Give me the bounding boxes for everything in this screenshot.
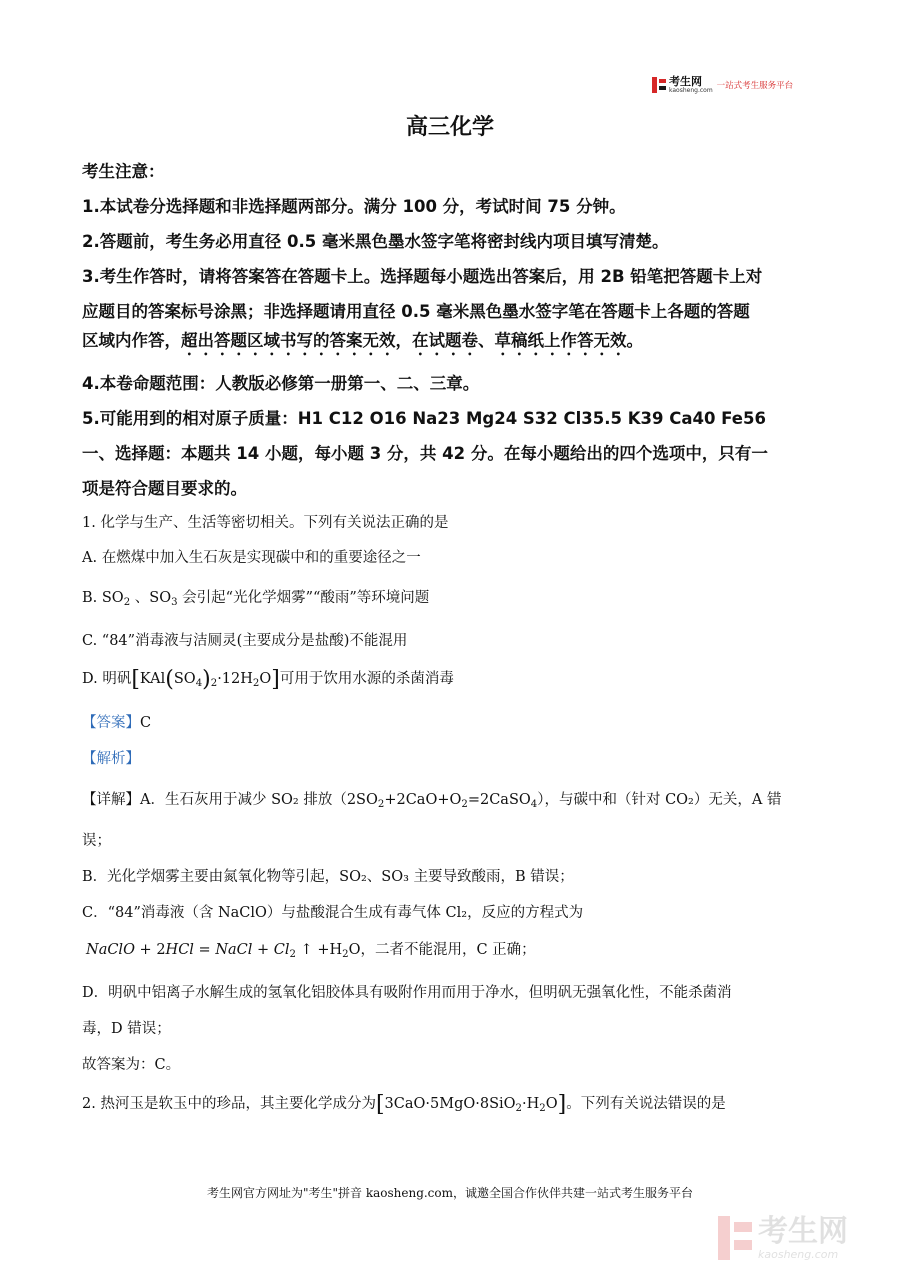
answer-line	[82, 711, 151, 732]
header-logo[interactable]	[652, 74, 812, 96]
notice-item-3-line-1: 3.考生作答时，请将答案答在答题卡上。选择题每小题选出答案后，用 2B 铅笔把答题卡上对	[82, 267, 763, 286]
option-label: D. 明矾	[82, 671, 132, 687]
detail-text: ），与碳中和（针对 CO₂）无关，A 错	[537, 792, 782, 808]
logo-domain: kaosheng.com	[669, 87, 713, 94]
notice-item-4: 4.本卷命题范围：人教版必修第一册第一、二、三章。	[82, 374, 480, 393]
conclusion: 故答案为：C。	[82, 1057, 181, 1073]
page-footer: 考生网官方网址为"考生"拼音 kaosheng.com，诚邀全国合作伙伴共建一站式考生服务平台	[206, 1186, 694, 1200]
watermark-logo	[718, 1210, 888, 1266]
question-1-option-a: A. 在燃煤中加入生石灰是实现碳中和的重要途径之一	[82, 550, 421, 566]
detail-b: B．光化学烟雾主要由氮氧化物等引起，SO₂、SO₃ 主要导致酸雨，B 错误；	[82, 869, 574, 885]
analysis-label: 【解析】	[82, 751, 140, 767]
question-text: 2. 热河玉是软玉中的珍品，其主要化学成分为	[82, 1096, 376, 1112]
notice-item-1: 1.本试卷分选择题和非选择题两部分。满分 100 分，考试时间 75 分钟。	[82, 197, 626, 216]
question-text: 。下列有关说法错误的是	[566, 1096, 726, 1112]
option-text: 会引起“光化学烟雾”“酸雨”等环境问题	[182, 590, 430, 606]
question-2-stem: 2. 热河玉是软玉中的珍品，其主要化学成分为$[3CaO\cdot 5MgO\cdot 8SiO_2\cdot H_2O]$。下列有关说法错误的是	[82, 1092, 726, 1117]
detail-a-line-2: 误；	[82, 833, 111, 849]
kaosheng-logo-icon	[652, 77, 666, 93]
question-1-stem: 1. 化学与生产、生活等密切相关。下列有关说法正确的是	[82, 515, 449, 531]
logo-name: 考生网	[669, 75, 702, 88]
question-1-option-c: C. “84”消毒液与洁厕灵(主要成分是盐酸)不能混用	[82, 633, 408, 649]
detail-text: 【详解】A．生石灰用于减少 SO₂ 排放（	[82, 792, 347, 808]
question-1-option-b: B. $SO_2$ 、$SO_3$ 会引起“光化学烟雾”“酸雨”等环境问题	[82, 590, 430, 608]
notice-item-3-line-3	[82, 327, 643, 359]
option-text: 可用于饮用水源的杀菌消毒	[279, 671, 454, 687]
notice-text: 区域内作答，	[82, 331, 181, 350]
page-title: 高三化学	[405, 115, 494, 140]
detail-d-line-1: D．明矾中铝离子水解生成的氢氧化铝胶体具有吸附作用而用于净水，但明矾无强氧化性，不能杀菌消	[82, 985, 732, 1001]
answer-label: 【答案】	[82, 715, 140, 731]
kaosheng-watermark-icon	[718, 1216, 752, 1260]
logo-slogan: 一站式考生服务平台	[716, 81, 794, 91]
emphasized-text: 超出答题区域书写的答案无效	[181, 331, 396, 350]
detail-c-line-1: C．“84”消毒液（含 NaClO）与盐酸混合生成有毒气体 Cl₂，反应的方程式为	[82, 905, 584, 921]
detail-d-line-2: 毒，D 错误；	[82, 1021, 171, 1037]
section-heading-line-1: 一、选择题：本题共 14 小题，每小题 3 分，共 42 分。在每小题给出的四个选项中，只有一	[82, 444, 768, 463]
notice-item-3-line-2: 应题目的答案标号涂黑；非选择题请用直径 0.5 毫米黑色墨水签字笔在答题卡上各题的答题	[82, 302, 750, 321]
detail-text: ，二者不能混用，C 正确；	[360, 942, 536, 958]
answer-value: C	[140, 715, 152, 731]
emphasized-text: 在试题卷、草稿纸上作答无效	[412, 331, 627, 350]
detail-c-equation: NaClO + 2HCl = NaCl + $Cl_2$ ↑ $+H_2O$，二者不能混用，C 正确；	[86, 942, 536, 960]
notice-text: 。	[626, 331, 643, 350]
option-label: B.	[82, 590, 102, 606]
question-1-option-d: D. 明矾$[KAl(SO_4)_2\cdot 12H_2O]$可用于饮用水源的杀菌消毒	[82, 667, 454, 692]
notice-text: ，	[395, 331, 412, 350]
notice-item-2: 2.答题前，考生务必用直径 0.5 毫米黑色墨水签字笔将密封线内项目填写清楚。	[82, 232, 669, 251]
notice-item-5: 5.可能用到的相对原子质量：H1 C12 O16 Na23 Mg24 S32 Cl35.5 K39 Ca40 Fe56	[82, 409, 766, 428]
notice-heading: 考生注意：	[82, 162, 165, 181]
watermark-name: 考生网	[758, 1213, 848, 1249]
watermark-domain: kaosheng.com	[758, 1247, 839, 1261]
section-heading-line-2: 项是符合题目要求的。	[82, 479, 247, 498]
detail-a-line-1: 【详解】A．生石灰用于减少 SO₂ 排放$(2SO_2+2CaO+O_2=2CaSO_4)$，与碳中和（针对 CO₂）无关，A 错	[82, 792, 782, 810]
